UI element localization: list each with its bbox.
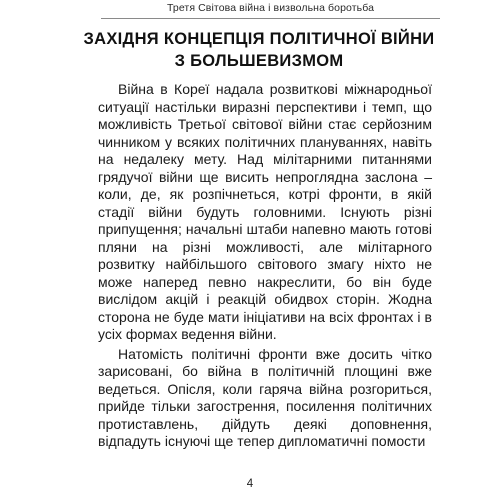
- running-header: Третя Світова війна і визвольна боротьба: [101, 0, 440, 19]
- chapter-title-line-2: З БОЛЬШЕВИЗМОМ: [174, 52, 344, 70]
- chapter-title-line-1: ЗАХІДНЯ КОНЦЕПЦІЯ ПОЛІТИЧНОЇ ВІЙНИ: [83, 30, 435, 48]
- body-text: [98, 81, 432, 451]
- paragraph-2: Натомість політичні фронти вже досить чітко зарисовані, бо війна в політичній площині вже ведеться. Опісля, коли гаряча війна розгориться, прийде тільки загострення, посилення політичних протиставлень, дійдуть деякі доповнення, відпадуть існуючі ще тепер дипломатичні помости: [98, 345, 432, 449]
- paragraph-1: Війна в Кореї надала розвиткові міжнародньої ситуації настільки виразні перспективи і темп, що можливість Третьої світової війни стає серйозним чинником у всяких політичних плануваннях, навіть на недалеку мету. Над мілітарними питаннями грядучої війни ще висить непроглядна заслона – коли, де, як розпічнеться, котрі фронти, в якій стадії війни будуть головними. Існують різні припущення; начальні штаби напевно мають готові пляни на різні можливості, але мілітарного розвитку найбільшого світового змагу ніхто не може наперед певно накреслити, бо він буде вислідом акцій і реакцій обидвох сторін. Жодна сторона не буде мати ініціативи на всіх фронтах і в усіх формах ведення війни.: [98, 81, 432, 342]
- page-number: 4: [246, 478, 254, 490]
- chapter-title: [60, 28, 458, 72]
